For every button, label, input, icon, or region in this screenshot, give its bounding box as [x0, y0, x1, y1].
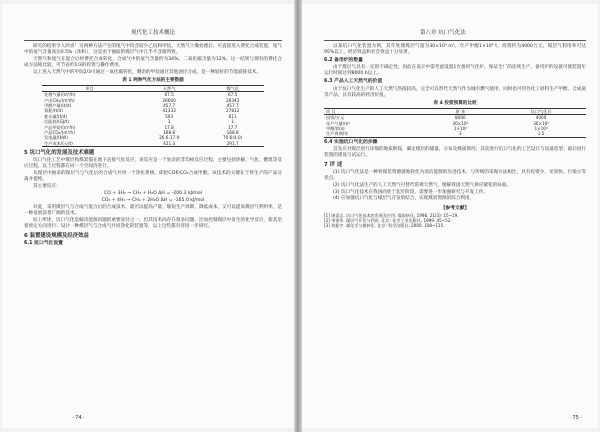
paragraph: 从煤层中抽采的煤层气与气化后的合成气共用一个净化系统，即把CO和CO₂合成甲醇。该技术的关键在于将生产的产品分离并提纯。	[24, 171, 282, 183]
table-cell: 457.7	[163, 102, 176, 108]
table1	[42, 85, 264, 147]
book-spine	[294, 0, 302, 432]
section-title: 7 评 述	[324, 162, 343, 169]
paragraph: (3) 坑口气化技术在我国尚处于起步阶段，需要进一步加强研究与开发工作。	[333, 189, 488, 195]
table-cell: 1×10⁴	[534, 126, 548, 132]
page-number: · 75 ·	[569, 415, 582, 421]
table-cell: 生产成本/(元/t)	[42, 141, 137, 147]
table-header: 项目	[42, 85, 137, 91]
table-cell: 甲醇产量/(t/d)	[44, 102, 72, 108]
equation: CO + 3H₂ → CH₄ + H₂O ΔH = -206.3 kJ/mol	[104, 190, 202, 196]
paragraph: 坑口气化工艺中煤层和煤炭都在地下直接气化反应，该反应是一个复杂的非均相反应过程，主要包括热解、气化、燃烧等反应过程，以上过程都在同一个空间内进行。	[24, 158, 282, 170]
references-title: [参考文献]	[443, 205, 467, 211]
paragraph: (1) 坑口气化法是一种将煤炭资源就地转化为清洁能源的先进技术，与传统的采煤方法相比，具有投资少、见效快、污染小等优点。	[324, 170, 586, 182]
paragraph: 其主要反应：	[33, 183, 61, 189]
reference: [3] 刘振宇. 煤化学与煤转化. 北京: 科学出版社, 2000. 108~115.	[324, 223, 445, 229]
table-cell: 27812	[225, 108, 240, 114]
table-cell: 1	[167, 119, 171, 125]
section-title: 6.4 实施坑口气化的步骤	[324, 139, 378, 145]
table-cell: 3	[425, 131, 497, 137]
table-cell: 26.6,17.9	[159, 135, 180, 141]
table-cell: 8000	[455, 115, 466, 121]
table-cell: 30×10⁴	[533, 120, 549, 126]
section-title: 6.2 备用炉的数量	[324, 58, 363, 64]
left-content	[24, 44, 282, 406]
reference: [2] 李建华. 煤层气开发与利用. 北京: 化学工业出版社, 1999. 45~52.	[324, 218, 452, 223]
reference: [1] 康雷志. 坑口气化技术的发展及应用. 煤炭转化, 1998, 21(3): 15~19.	[324, 212, 459, 218]
table-header: 原 来	[425, 108, 497, 114]
table-header: 坑口气化后	[496, 108, 586, 114]
table-row	[324, 131, 586, 137]
table-cell: 457.7	[226, 102, 239, 108]
table-cell: 处理气量/(m³/h)	[44, 92, 76, 98]
paragraph: 以某坑口气化装置为例，其年处理煤层气量为30×10⁴ m³，年产甲醇1×10⁴ t，投资约为4000万元，煤层气利用率可达95%以上，经济效益和社会效益十分显著。	[324, 44, 586, 56]
table-cell: 41333	[162, 108, 176, 114]
table-cell: 发电量/(kW)	[44, 135, 68, 141]
table4-caption: 表 4 投资预算的比较	[433, 100, 477, 106]
section-title: 6 装置建设规模及经济效益	[24, 233, 89, 240]
table-cell: 26343	[225, 97, 240, 103]
table-cell: 4000	[535, 115, 547, 121]
table4	[324, 108, 586, 138]
table-cell: 生产周期/年	[324, 131, 425, 137]
table-cell: 67.5	[164, 92, 174, 98]
table-cell: 产出CH₄/(m³/h)	[44, 97, 75, 103]
left-running-header: 现代化工技术概论	[24, 28, 282, 41]
section-title: 6.3 产品人工天然气的价值	[324, 79, 383, 85]
table-cell: 氧耗/(t/d)	[44, 108, 63, 114]
page-number: · 74 ·	[72, 415, 85, 421]
right-running-header: 第八章 坑口气化法	[324, 28, 586, 41]
right-page	[302, 4, 598, 428]
table-cell: 421.3	[137, 141, 201, 147]
section-title: 5 坑口气化的发展及技术难题	[24, 150, 95, 157]
table-cell: 甲醇/(t/a)	[326, 126, 345, 132]
left-page	[2, 4, 294, 428]
table-cell: 30×10⁴	[452, 120, 469, 126]
table-cell: 26600	[162, 97, 176, 103]
table-header: 天然气	[137, 85, 201, 91]
table-cell: 503	[165, 113, 174, 119]
table-cell: 611	[228, 113, 237, 119]
table-cell: 291.7	[201, 141, 264, 147]
table-row	[42, 141, 264, 147]
table-cell: 70.6(4.0)	[223, 135, 243, 141]
paragraph: 天然气和尾气在混合后经费托合成转化，合成气中的氢气含量约为34%，二氧化碳含量为12%，这一结果与现有的费托合成方法相比较，可节省约1/3的投资与操作费用。	[24, 56, 282, 68]
paragraph: 首先应对煤层进行详细的地质勘探，确定煤层的储量、分布及煤质情况；其次进行坑口气化的工艺设计与设备选型；最后进行装置的建设与试运行。	[324, 146, 586, 159]
table-cell: 比能耗/(GJ/t)	[44, 119, 69, 125]
table-cell: 1.5	[496, 131, 586, 137]
table-header: 煤气化	[201, 85, 264, 91]
table-cell: 1×10⁴	[453, 126, 467, 132]
paragraph: 由于煤层气具有一定的不确定性，因此在设计中需考虑设置1台备用气化炉，保证全厂的连续生产，备用炉的设置可使装置年运行时间达到8000 h以上。	[324, 65, 586, 77]
paragraph: 由于坑口气化生产的人工天然气热值较高，完全可以替代天然气作为城市燃气使用，同时也可用作化工原料生产甲醇、合成氨等产品，具有较高的经济价值。	[324, 86, 586, 98]
table-cell: 67.5	[227, 92, 238, 98]
table-cell: 年产气量/m³	[326, 120, 350, 126]
table-cell: 投资/万元	[326, 115, 345, 121]
table-cell: 17.7	[227, 124, 238, 130]
paragraph: 对此，采用煤层气与合成气混合后的合成技术，就可以提高产量，缩短生产周期、降低成本，又可以提高煤层气利用率，是一种发展前景广阔的技术。	[24, 205, 282, 217]
right-content	[324, 44, 586, 406]
table-cell: 17.8	[164, 124, 174, 130]
table-cell: 1	[231, 119, 234, 125]
table-cell: 产品甲烷/(m³/h)	[44, 124, 76, 130]
paragraph: 综上所述，坑口气化是解决能源问题的重要途径之一，但其技术尚存在很多问题，比如控制煤层中发生的化学反应，使其沿着预定方向进行；设计一种煤层气与合成气共同净化的装置等，以上这些都有待进一步研究。	[24, 217, 282, 230]
table-cell: 168.8	[163, 130, 176, 135]
table-cell: 168.8	[226, 130, 239, 135]
paragraph: (4) 应加强坑口气化与煤层气开发的结合，实现煤炭资源的综合利用。	[333, 196, 475, 202]
subsection-title: 6.1 坑口气化设置	[24, 241, 63, 247]
paragraph: 以上进入天然气中的甲烷2/3可通过一氧化碳转化，剩余的甲烷通过其他途径合成，是一种较好的节能减排技术。	[33, 69, 261, 75]
paragraph: (2) 坑口气化法生产的人工天然气可替代常规天然气，缓解我国天然气供应紧张的局面。	[333, 183, 511, 189]
table1-caption: 表 1 两种气化方法的主要数据	[122, 77, 184, 83]
equation: CO₂ + 4H₂ → CH₄ + 2H₂O ΔH = -165.0 kJ/mol	[101, 198, 205, 204]
table-cell: 耗水量/(t/d)	[44, 113, 68, 119]
table-header: 项 目	[324, 108, 425, 114]
table-cell: 产品CO₂/(m³/h)	[44, 130, 75, 135]
paragraph: 研究的结果令人欣喜！这两种方法产生的尾气中均含较少乙烷和甲烷，天然气干燥处理后，可直接进入费托合成装置，尾气中的氢气含量高达0.5%（体积），这是由于抽取的煤层气中几乎不含硫所致。	[24, 44, 282, 56]
